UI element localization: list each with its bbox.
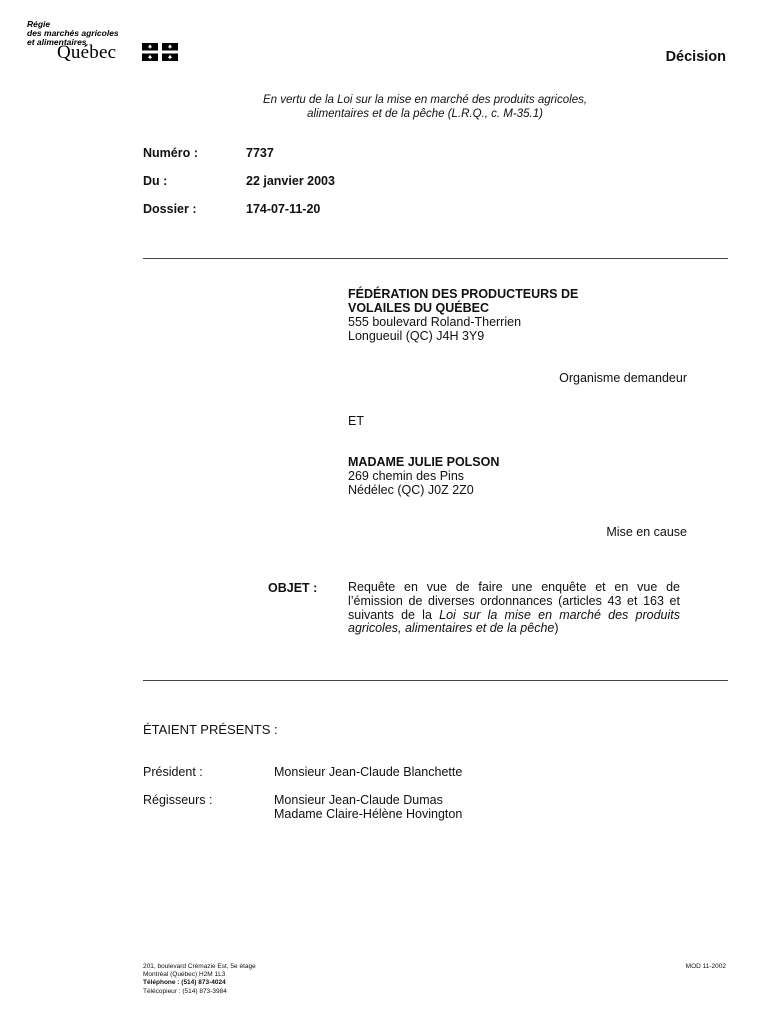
logo-line-2: des marchés agricoles bbox=[27, 28, 119, 38]
objet-text-a: Requête en vue de faire une enquête et en vue de l’émission de diverses ordonnances (articles 43 et 163 et suivants de la bbox=[348, 580, 680, 622]
footer-address bbox=[143, 963, 256, 996]
party-respondent bbox=[348, 455, 688, 497]
party2-address-1: 269 chemin des Pins bbox=[348, 469, 465, 483]
du-label: Du : bbox=[143, 174, 168, 188]
dossier-label-text: Dossier : bbox=[143, 202, 197, 216]
regisseur-2: Madame Claire-Hélène Hovington bbox=[274, 807, 463, 821]
footer-line-3 bbox=[143, 979, 256, 987]
regisseur-1: Monsieur Jean-Claude Dumas bbox=[274, 793, 443, 807]
preamble bbox=[200, 94, 650, 121]
objet-label: OBJET : bbox=[268, 581, 318, 595]
party-applicant bbox=[348, 287, 688, 343]
logo-line-1: Régie bbox=[27, 19, 51, 29]
objet-text-b: ) bbox=[554, 621, 559, 636]
footer-line-4: Télécopieur : (514) 873-3984 bbox=[143, 987, 227, 995]
preamble-line-1: En vertu de la Loi sur la mise en marché des produits agricoles, bbox=[262, 94, 588, 106]
party2-name: MADAME JULIE POLSON bbox=[348, 455, 500, 469]
party1-address-2: Longueuil (QC) J4H 3Y9 bbox=[348, 329, 485, 343]
divider-top bbox=[143, 258, 728, 259]
logo-wordmark: Québec bbox=[57, 42, 117, 63]
party1-name-line-1: FÉDÉRATION DES PRODUCTEURS DE bbox=[348, 287, 579, 301]
conjunction: ET bbox=[348, 414, 364, 428]
party1-role: Organisme demandeur bbox=[559, 371, 687, 385]
party1-address-1: 555 boulevard Roland-Therrien bbox=[348, 315, 522, 329]
preamble-line-2: alimentaires et de la pêche (L.R.Q., c. M-35.1) bbox=[307, 107, 543, 120]
party2-role: Mise en cause bbox=[606, 525, 687, 539]
footer-phone: Téléphone : (514) 873-4024 bbox=[143, 979, 226, 987]
presents-heading: ÉTAIENT PRÉSENTS : bbox=[143, 722, 278, 737]
regisseurs-label: Régisseurs : bbox=[143, 793, 213, 807]
objet-text bbox=[348, 581, 680, 636]
document-title: Décision bbox=[665, 49, 726, 65]
du-value: 22 janvier 2003 bbox=[246, 174, 335, 188]
footer-line-1: 201, boulevard Crémazie Est, 5e étage bbox=[143, 963, 256, 970]
party1-name-line-2: VOLAILES DU QUÉBEC bbox=[348, 301, 489, 315]
president-value: Monsieur Jean-Claude Blanchette bbox=[274, 765, 463, 779]
objet-text-italic: Loi sur la mise en marché des produits agricoles, alimentaires et de la pêche bbox=[348, 607, 680, 636]
footer-form-code: MOD 11-2002 bbox=[685, 963, 726, 970]
dossier-label bbox=[143, 202, 197, 216]
numero-value: 7737 bbox=[246, 146, 274, 160]
quebec-flag-icon bbox=[142, 43, 178, 66]
footer-line-2: Montréal (Québec) H2M 1L3 bbox=[143, 971, 226, 979]
dossier-value: 174-07-11-20 bbox=[246, 202, 321, 216]
president-label: Président : bbox=[143, 765, 203, 779]
logo-line-3: et alimentaires bbox=[27, 37, 87, 47]
numero-label: Numéro : bbox=[143, 146, 198, 160]
regisseurs-list bbox=[274, 793, 462, 821]
divider-bottom bbox=[143, 680, 728, 681]
party2-address-2: Nédélec (QC) J0Z 2Z0 bbox=[348, 483, 474, 497]
